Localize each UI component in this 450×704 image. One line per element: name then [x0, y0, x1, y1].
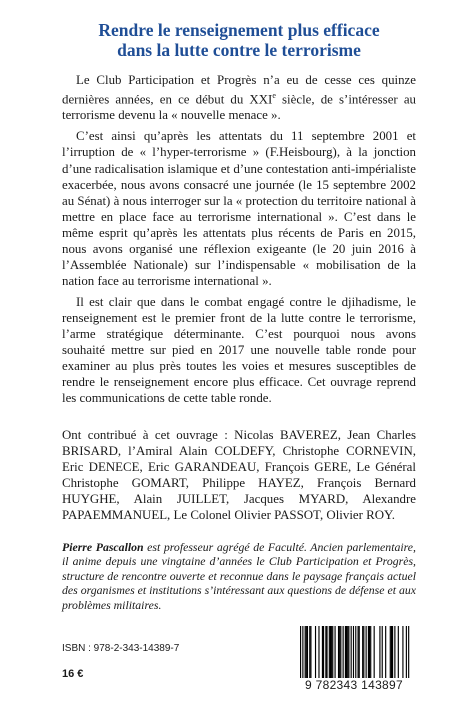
barcode-bar	[353, 626, 354, 678]
barcode-bar	[315, 626, 316, 678]
barcode-bar	[374, 626, 375, 678]
barcode-bar	[406, 626, 407, 678]
barcode-bar	[302, 626, 303, 678]
price: 16 €	[62, 668, 84, 680]
paragraph-1-superscript: e	[272, 91, 276, 101]
barcode-bar	[329, 626, 330, 678]
paragraph-1	[62, 72, 416, 123]
author-bio	[62, 540, 416, 613]
barcode-bar	[391, 626, 392, 678]
barcode-bar	[369, 626, 370, 678]
barcode-bar	[398, 626, 399, 678]
barcode-bar	[347, 626, 348, 678]
barcode-bar	[325, 626, 326, 678]
author-bio-text: est professeur agrégé de Faculté. Ancien parlementaire, il anime depuis une vingtaine d’années le Club Participation et Progrès, structure de rencontre ouverte et reconnue dans le paysage français actuel des organismes et institutions s’intéressant aux questions de défense et aux problèmes militaires.	[62, 539, 416, 612]
barcode-bar	[390, 626, 391, 678]
barcode-bar	[326, 626, 327, 678]
barcode-bar	[339, 626, 340, 678]
barcode	[290, 626, 418, 696]
paragraph-1-start: Le Club Participation et Progrès n’a eu de cesse ces quinze dernières années, en ce début du XXI	[62, 73, 416, 107]
barcode-bar	[322, 626, 323, 678]
barcode-bar	[318, 626, 319, 678]
barcode-bars	[290, 626, 418, 678]
barcode-bar	[323, 626, 324, 678]
barcode-bar	[394, 626, 395, 678]
title-line-2: dans la lutte contre le terrorisme	[117, 40, 361, 60]
barcode-bar	[402, 626, 403, 678]
barcode-bar	[363, 626, 364, 678]
barcode-bar	[392, 626, 393, 678]
paragraph-3: Il est clair que dans le combat engagé contre le djihadisme, le renseignement est le premier front de la lutte contre le terrorisme, l’arme stratégique déterminante. C’est pourquoi nous avons souhaité mettre sur pied en 2017 une nouvelle table ronde pour examiner au plus près toutes les voies et mesures susceptibles de rendre le renseignement encore plus efficace. Cet ouvrage reprend les communications de cette table ronde.	[62, 294, 416, 406]
barcode-bar	[332, 626, 333, 678]
contributors-list: Ont contribué à cet ouvrage : Nicolas BAVEREZ, Jean Charles BRISARD, l’Amiral Alain COLDEFY, Christophe CORNEVIN, Eric DENECE, Eric GARANDEAU, François GERE, Le Général Christophe GOMART, Philippe HAYEZ, François Bernard HUYGHE, Alain JUILLET, Jacques MYARD, Alexandre PAPAEMMANUEL, Le Colonel Olivier PASSOT, Olivier ROY.	[62, 428, 416, 523]
barcode-bar	[359, 626, 360, 678]
barcode-bar	[331, 626, 332, 678]
barcode-bar	[310, 626, 311, 678]
paragraph-2: C’est ainsi qu’après les attentats du 11 septembre 2001 et l’irruption de « l’hyper-terrorisme » (F.Heisbourg), à la jonction d’une radicalisation islamique et d’une contestation anti-impérialiste exacerbée, nous avons consacré une journée (le 15 septembre 2002 au Sénat) à nous interroger sur la « protection du territoire national à mettre en place face au terrorisme international ». C’est dans le même esprit qu’après les attentats plus récents de Paris en 2015, nous avons organisé une réflexion exigeante (le 20 juin 2016 à l’Assemblée Nationale) sur l’indispensable « mobilisation de la nation face au terrorisme international ».	[62, 129, 416, 288]
barcode-bar	[343, 626, 344, 678]
barcode-bar	[355, 626, 356, 678]
barcode-bar	[368, 626, 369, 678]
isbn: ISBN : 978-2-343-14389-7	[62, 643, 180, 654]
barcode-bar	[379, 626, 380, 678]
barcode-bar	[306, 626, 307, 678]
barcode-bar	[338, 626, 339, 678]
barcode-bar	[385, 626, 386, 678]
barcode-bar	[340, 626, 341, 678]
barcode-bar	[348, 626, 349, 678]
barcode-bar	[309, 626, 310, 678]
barcode-bar	[335, 626, 336, 678]
barcode-bar	[330, 626, 331, 678]
barcode-bar	[345, 626, 346, 678]
barcode-bar	[346, 626, 347, 678]
barcode-bar	[307, 626, 308, 678]
barcode-number: 9 782343 143897	[305, 678, 403, 692]
barcode-bar	[300, 626, 301, 678]
page-title	[62, 0, 416, 60]
summary-text	[62, 72, 416, 406]
barcode-bar	[305, 626, 306, 678]
author-name: Pierre Pascallon	[62, 539, 144, 554]
barcode-bar	[370, 626, 371, 678]
barcode-bar	[366, 626, 367, 678]
paragraph-1-end: siècle, de s’intéresser au terrorisme devenu la « nouvelle menace ».	[62, 92, 417, 123]
title-line-1: Rendre le renseignement plus efficace	[98, 20, 380, 40]
barcode-bar	[382, 626, 383, 678]
barcode-bar	[358, 626, 359, 678]
barcode-bar	[351, 626, 352, 678]
barcode-bar	[362, 626, 363, 678]
barcode-bar	[408, 626, 409, 678]
